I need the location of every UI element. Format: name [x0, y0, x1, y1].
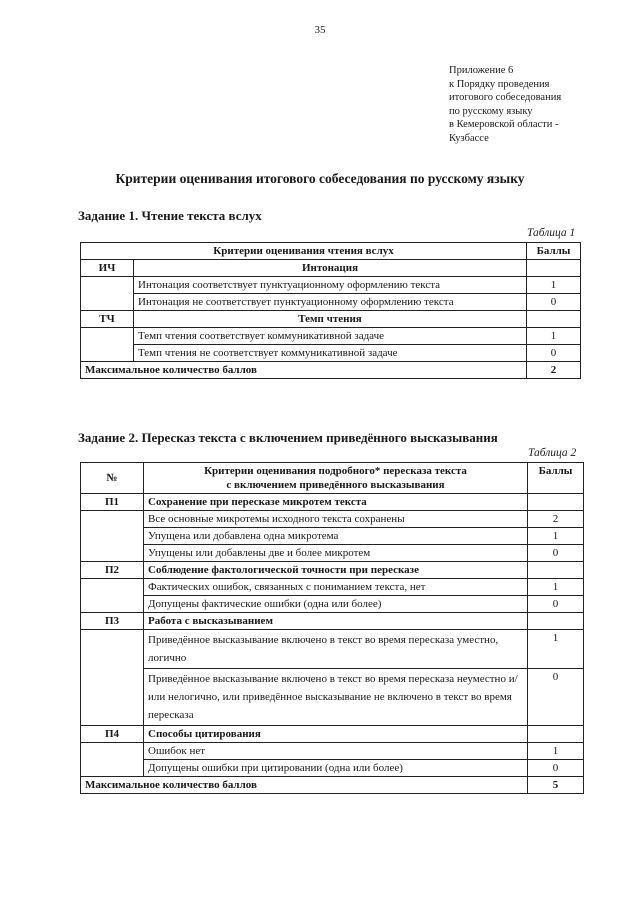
score-header: Баллы [527, 243, 581, 260]
section-code: П3 [81, 613, 144, 630]
section-row [81, 726, 584, 743]
table-row [81, 328, 581, 345]
section-code: ИЧ [81, 260, 134, 277]
appendix-line: Кузбассе [449, 132, 489, 144]
section-row [81, 311, 581, 328]
score-cell: 1 [528, 630, 584, 669]
appendix-line: к Порядку проведения [449, 78, 550, 90]
score-cell [528, 562, 584, 579]
table-row [81, 596, 584, 613]
criterion-text: Интонация соответствует пунктуационному оформлению текста [134, 277, 527, 294]
table-row [81, 345, 581, 362]
section-title: Интонация [134, 260, 527, 277]
table-row [81, 545, 584, 562]
section-title: Способы цитирования [144, 726, 528, 743]
task1-heading: Задание 1. Чтение текста вслух [78, 208, 262, 223]
task2-table-label: Таблица 2 [528, 447, 577, 459]
score-cell: 1 [527, 277, 581, 294]
section-code: П4 [81, 726, 144, 743]
document-title: Критерии оценивания итогового собеседования по русскому языку [115, 171, 525, 186]
criterion-text: Приведённое высказывание включено в текст во время пересказа неуместно и/или нелогично, или приведённое высказывание не включено в текст во время пересказа [144, 669, 528, 726]
score-cell: 1 [528, 528, 584, 545]
score-cell: 1 [528, 743, 584, 760]
max-label: Максимальное количество баллов [81, 362, 527, 379]
max-row [81, 362, 581, 379]
criteria-header-line: Критерии оценивания подробного* пересказа текста [204, 465, 467, 477]
section-title: Работа с высказыванием [144, 613, 528, 630]
max-value: 2 [527, 362, 581, 379]
score-cell: 0 [528, 545, 584, 562]
score-cell: 0 [528, 760, 584, 777]
appendix-line: по русскому языку [449, 105, 533, 117]
code-cell [81, 328, 134, 362]
table-row [81, 760, 584, 777]
criterion-text: Допущены фактические ошибки (одна или более) [144, 596, 528, 613]
section-title: Темп чтения [134, 311, 527, 328]
table-row [81, 277, 581, 294]
score-cell: 0 [527, 345, 581, 362]
section-row [81, 562, 584, 579]
score-header: Баллы [528, 463, 584, 494]
table-row [81, 511, 584, 528]
score-cell: 1 [528, 579, 584, 596]
score-cell [527, 260, 581, 277]
appendix-line: Приложение 6 [449, 65, 514, 76]
table-row [81, 743, 584, 760]
table-header-row [81, 243, 581, 260]
criterion-text: Ошибок нет [144, 743, 528, 760]
code-cell [81, 511, 144, 562]
section-code: ТЧ [81, 311, 134, 328]
score-cell: 0 [528, 596, 584, 613]
task1-table [80, 242, 581, 379]
code-cell [81, 277, 134, 311]
criterion-text: Фактических ошибок, связанных с пониманием текста, нет [144, 579, 528, 596]
criterion-text: Приведённое высказывание включено в текст во время пересказа уместно, логично [144, 630, 528, 669]
score-cell [528, 726, 584, 743]
table-row [81, 669, 584, 726]
code-cell [81, 579, 144, 613]
criterion-text: Темп чтения не соответствует коммуникативной задаче [134, 345, 527, 362]
score-cell: 0 [527, 294, 581, 311]
score-cell: 2 [528, 511, 584, 528]
criteria-header: Критерии оценивания чтения вслух [81, 243, 527, 260]
score-cell [528, 494, 584, 511]
page-number: 35 [314, 24, 326, 36]
section-title: Соблюдение фактологической точности при пересказе [144, 562, 528, 579]
table-row [81, 630, 584, 669]
section-row [81, 494, 584, 511]
task2-table [80, 462, 584, 794]
task1-table-label: Таблица 1 [527, 227, 576, 239]
criterion-text: Темп чтения соответствует коммуникативной задаче [134, 328, 527, 345]
table-row [81, 528, 584, 545]
criterion-text: Все основные микротемы исходного текста сохранены [144, 511, 528, 528]
section-row [81, 260, 581, 277]
appendix-line: итогового собеседования [449, 92, 562, 104]
score-cell: 1 [527, 328, 581, 345]
max-row [81, 777, 584, 794]
appendix-note [449, 64, 619, 146]
section-row [81, 613, 584, 630]
section-title: Сохранение при пересказе микротем текста [144, 494, 528, 511]
table-row [81, 579, 584, 596]
criterion-text: Интонация не соответствует пунктуационному оформлению текста [134, 294, 527, 311]
max-label: Максимальное количество баллов [81, 777, 528, 794]
criteria-header [144, 463, 528, 494]
max-value: 5 [528, 777, 584, 794]
criterion-text: Упущена или добавлена одна микротема [144, 528, 528, 545]
section-code: П1 [81, 494, 144, 511]
criteria-header-line: с включением приведённого высказывания [226, 479, 445, 491]
code-cell [81, 743, 144, 777]
appendix-line: в Кемеровской области - [449, 119, 559, 131]
table-header-row [81, 463, 584, 494]
section-code: П2 [81, 562, 144, 579]
score-cell [528, 613, 584, 630]
code-cell [81, 630, 144, 726]
task2-heading: Задание 2. Пересказ текста с включением приведённого высказывания [78, 430, 498, 445]
criterion-text: Упущены или добавлены две и более микротем [144, 545, 528, 562]
score-cell: 0 [528, 669, 584, 726]
number-header: № [81, 463, 144, 494]
score-cell [527, 311, 581, 328]
criterion-text: Допущены ошибки при цитировании (одна или более) [144, 760, 528, 777]
table-row [81, 294, 581, 311]
